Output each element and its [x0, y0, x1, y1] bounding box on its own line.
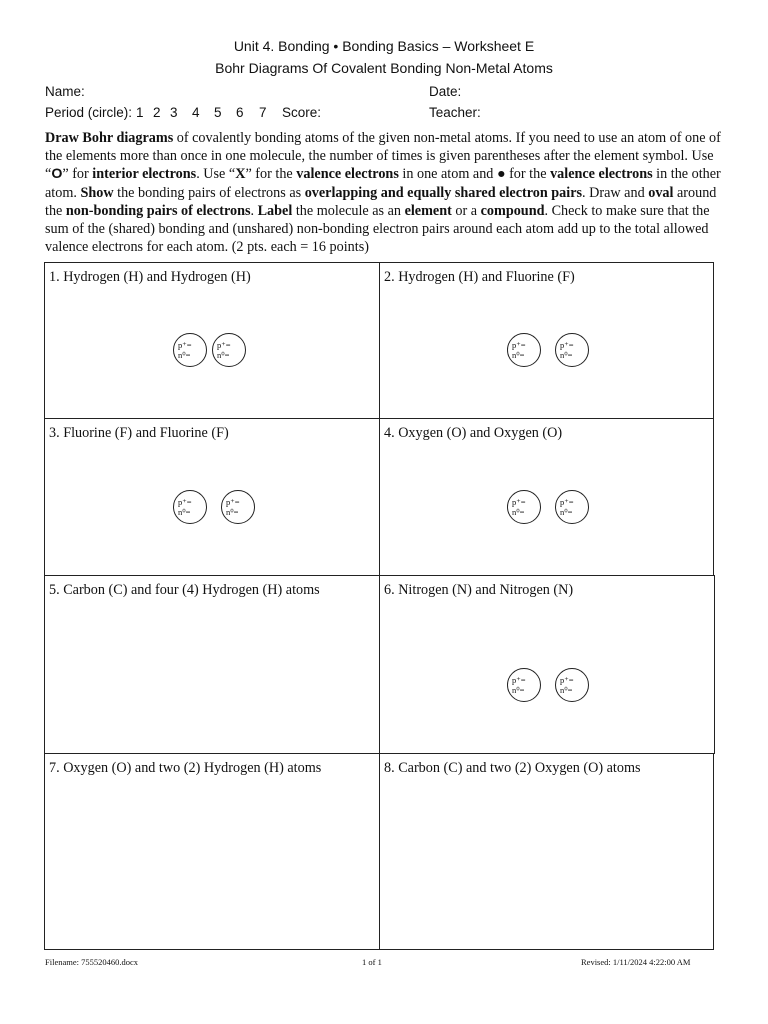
problem-cell-6[interactable] [379, 575, 715, 754]
problem-label: 5. Carbon (C) and four (4) Hydrogen (H) atoms [49, 582, 320, 598]
neutron-label: n⁰= [226, 507, 239, 517]
neutron-label: n⁰= [560, 685, 573, 695]
problem-cell-3[interactable] [44, 418, 380, 576]
problem-label: 6. Nitrogen (N) and Nitrogen (N) [384, 582, 574, 598]
proton-label: p⁺= [178, 497, 192, 507]
problem-cell-8[interactable] [379, 753, 714, 950]
date-label: Date: [429, 84, 462, 99]
problem-cell-4[interactable] [379, 418, 714, 576]
atom-nucleus [555, 668, 589, 702]
open-circle-symbol: O [51, 166, 63, 183]
proton-label: p⁺= [217, 340, 231, 350]
atom-nucleus [221, 490, 255, 524]
proton-label: p⁺= [560, 497, 574, 507]
instructions: Draw Bohr diagrams of covalently bonding atoms of the given non-metal atoms. If you need to use an atom of one of the elements more than once in one molecule, the number of times is given parentheses after the element symbol. Use “O” for interior electrons. Use “X” for the valence electrons in one atom and ● for the valence electrons in the other atom. Show the bonding pairs of electrons as overlapping and equally shared electron pairs. Draw and oval around the non-bonding pairs of electrons. Label the molecule as an element or a compound. Check to make sure that the sum of the (shared) bonding and (unshared) non-bonding electron pairs around each atom add up to the total allowed valence electrons for each atom. (2 pts. each = 16 points) [45, 130, 721, 256]
neutron-label: n⁰= [512, 350, 525, 360]
neutron-label: n⁰= [560, 507, 573, 517]
filled-circle-symbol: ● [496, 166, 506, 183]
neutron-label: n⁰= [178, 350, 191, 360]
problem-label: 1. Hydrogen (H) and Hydrogen (H) [49, 269, 251, 285]
atom-nucleus [555, 490, 589, 524]
period-3: 3 [170, 105, 178, 120]
atom-nucleus [507, 668, 541, 702]
period-5: 5 [214, 105, 222, 120]
problem-label: 3. Fluorine (F) and Fluorine (F) [49, 425, 229, 441]
proton-label: p⁺= [226, 497, 240, 507]
proton-label: p⁺= [512, 497, 526, 507]
proton-label: p⁺= [560, 675, 574, 685]
problem-cell-1[interactable] [44, 262, 380, 419]
problem-cell-5[interactable] [44, 575, 380, 754]
atom-nucleus [173, 490, 207, 524]
atom-nucleus [173, 333, 207, 367]
neutron-label: n⁰= [217, 350, 230, 360]
period-7: 7 [259, 105, 267, 120]
name-label: Name: [45, 84, 85, 99]
neutron-label: n⁰= [512, 685, 525, 695]
neutron-label: n⁰= [560, 350, 573, 360]
atom-nucleus [212, 333, 246, 367]
proton-label: p⁺= [178, 340, 192, 350]
problem-cell-2[interactable] [379, 262, 714, 419]
proton-label: p⁺= [512, 675, 526, 685]
worksheet-title: Unit 4. Bonding • Bonding Basics – Worksheet E [233, 38, 535, 54]
teacher-label: Teacher: [429, 105, 481, 120]
x-symbol: X [235, 166, 246, 183]
period-1: 1 [136, 105, 144, 120]
period-6: 6 [236, 105, 244, 120]
period-4: 4 [192, 105, 200, 120]
atom-nucleus [555, 333, 589, 367]
atom-nucleus [507, 333, 541, 367]
neutron-label: n⁰= [512, 507, 525, 517]
worksheet-subtitle: Bohr Diagrams Of Covalent Bonding Non-Metal Atoms [215, 60, 553, 76]
footer-revised-date: Revised: 1/11/2024 4:22:00 AM [581, 957, 691, 967]
problem-label: 2. Hydrogen (H) and Fluorine (F) [384, 269, 575, 285]
neutron-label: n⁰= [178, 507, 191, 517]
period-2: 2 [153, 105, 161, 120]
period-label: Period (circle): [45, 105, 133, 120]
problem-label: 8. Carbon (C) and two (2) Oxygen (O) atoms [384, 760, 641, 776]
atom-nucleus [507, 490, 541, 524]
problem-label: 7. Oxygen (O) and two (2) Hydrogen (H) atoms [49, 760, 322, 776]
footer-filename: Filename: 755520460.docx [45, 957, 139, 967]
proton-label: p⁺= [560, 340, 574, 350]
problem-label: 4. Oxygen (O) and Oxygen (O) [384, 425, 563, 441]
problem-cell-7[interactable] [44, 753, 380, 950]
score-label: Score: [282, 105, 322, 120]
proton-label: p⁺= [512, 340, 526, 350]
footer-page-number: 1 of 1 [362, 957, 382, 967]
